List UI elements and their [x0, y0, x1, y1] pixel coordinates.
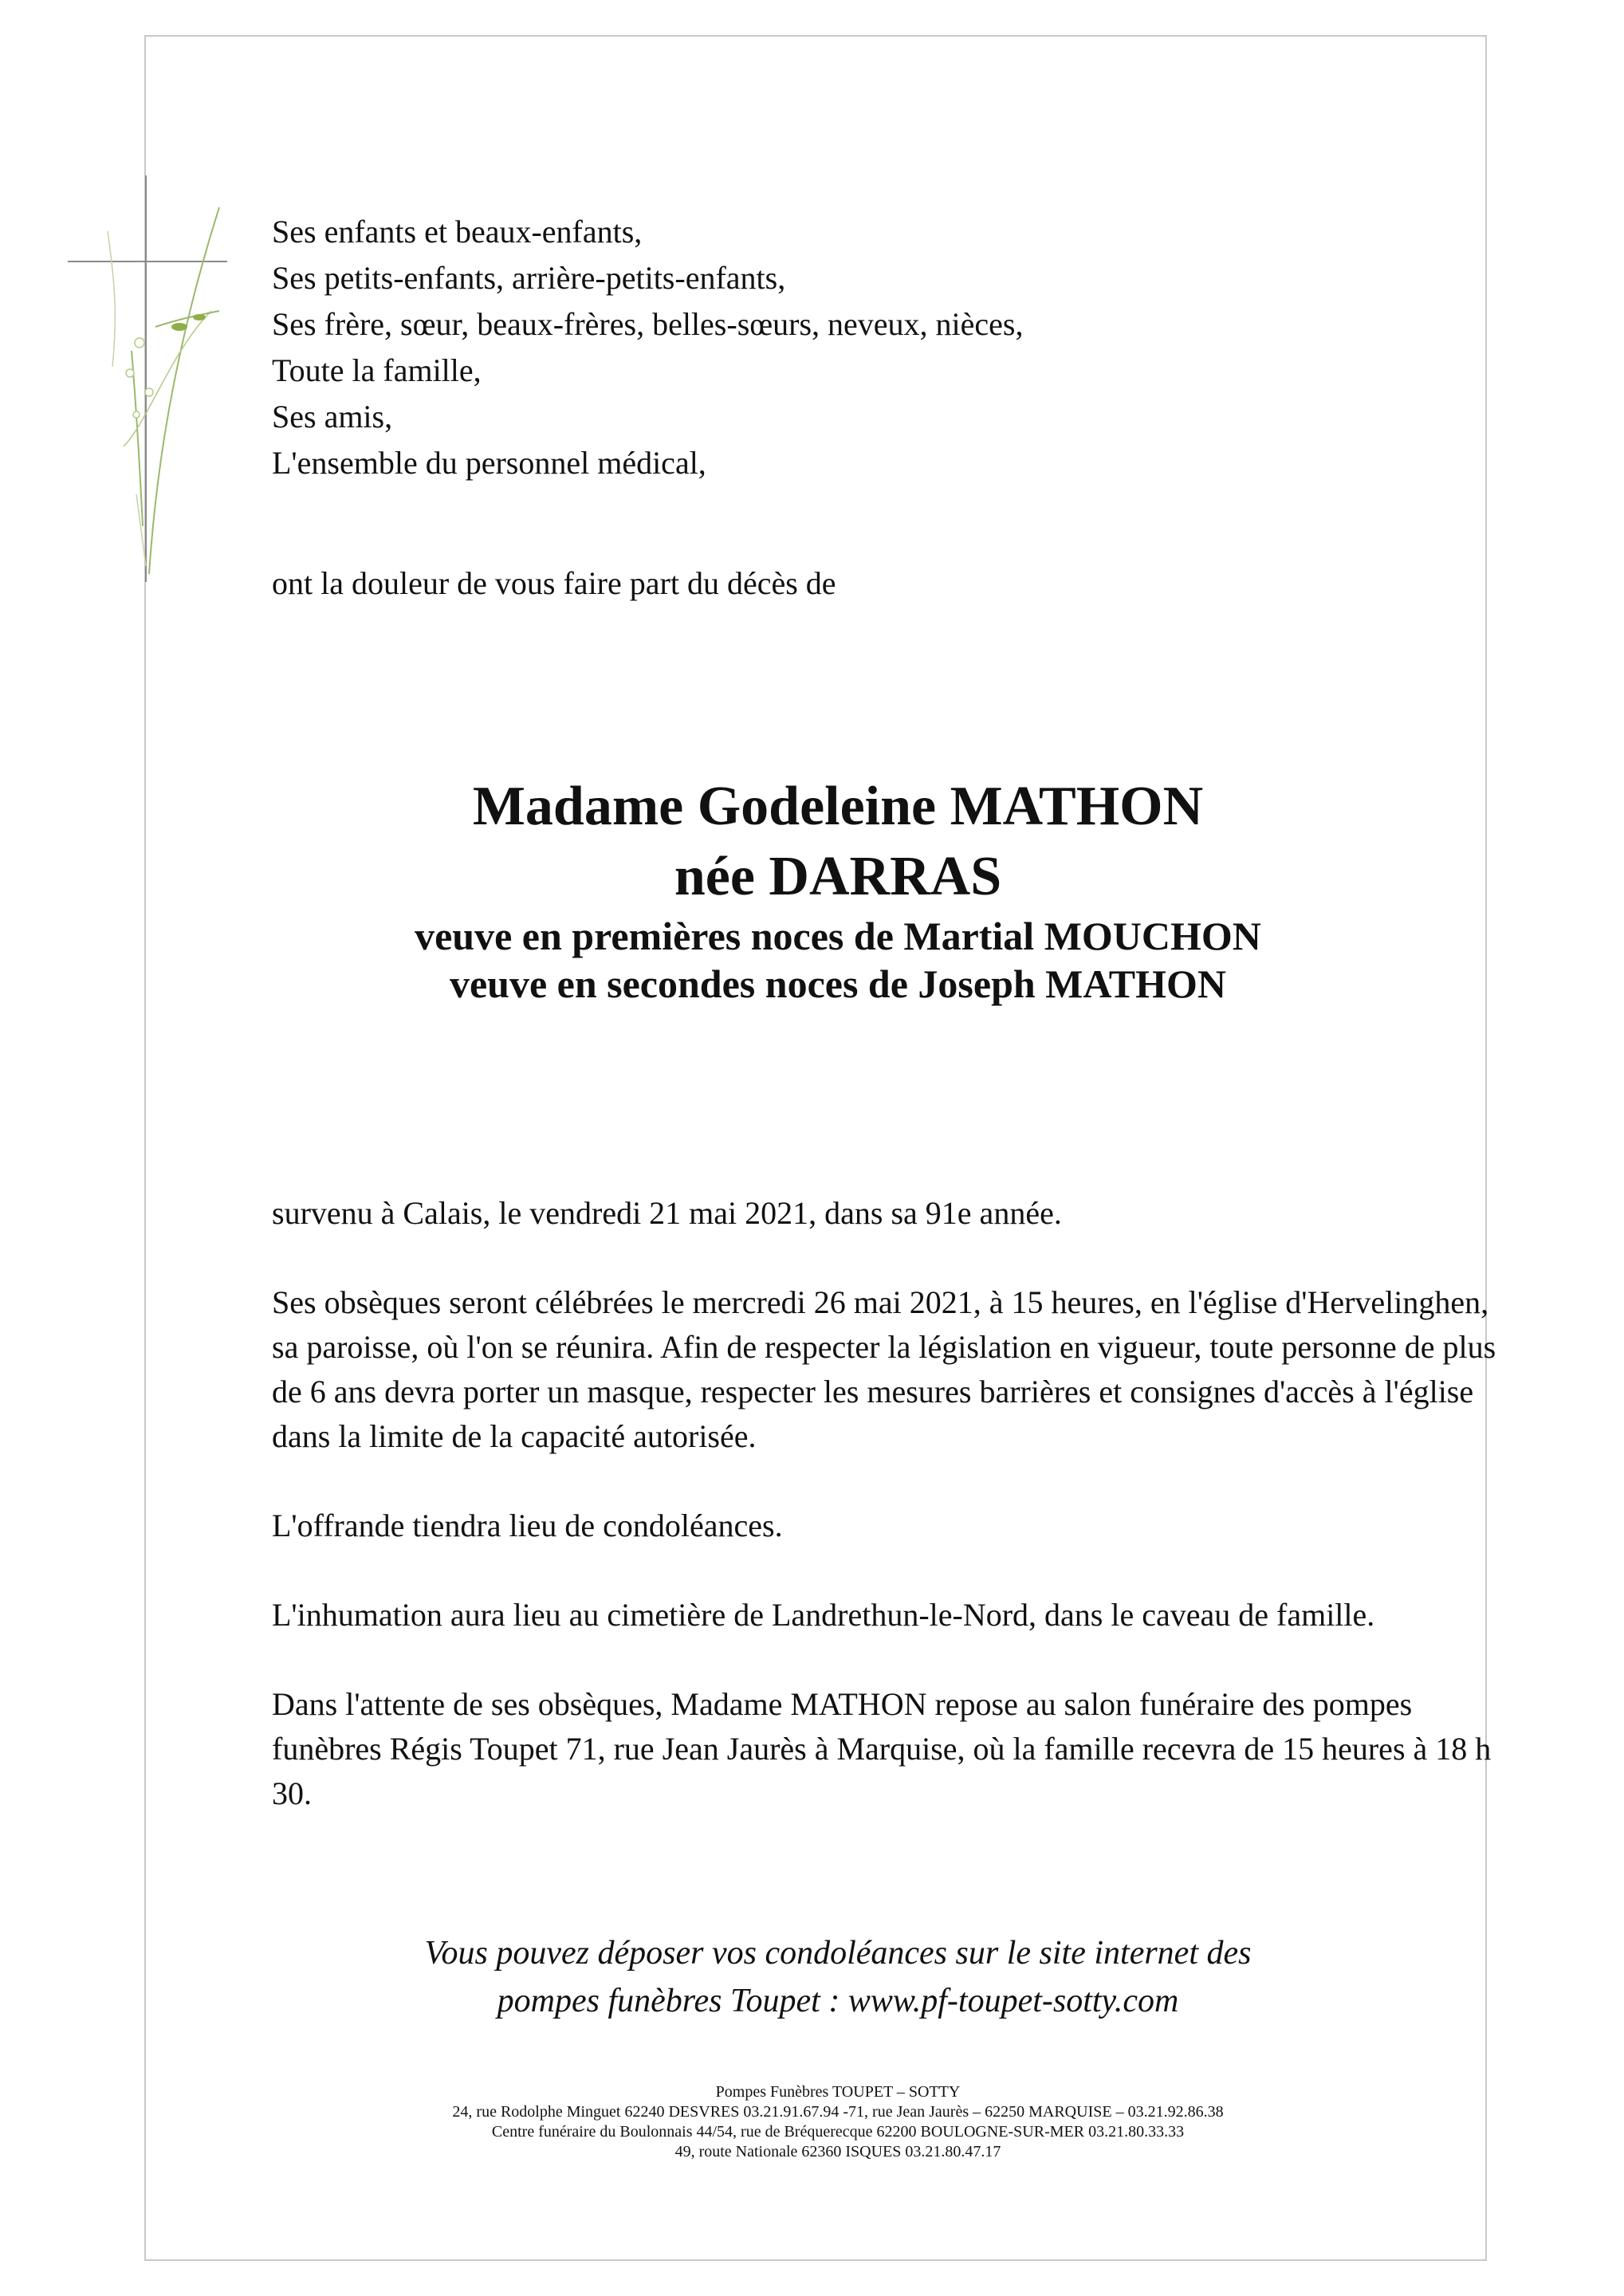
deceased-block	[272, 772, 1404, 1008]
family-line: Ses petits-enfants, arrière-petits-enfants,	[272, 260, 786, 296]
family-line: L'ensemble du personnel médical,	[272, 445, 706, 481]
notice-body	[272, 1191, 1516, 1816]
family-line: Ses frère, sœur, beaux-frères, belles-sœurs, neveux, nièces,	[272, 306, 1024, 342]
online-line-1: Vous pouvez déposer vos condoléances sur le site internet des	[424, 1935, 1252, 1972]
footer-address: Centre funéraire du Boulonnais 44/54, rue de Bréquerecque 62200 BOULOGNE-SUR-MER 03.21.80.33.33	[491, 2123, 1185, 2141]
deceased-name: Madame Godeleine MATHON	[472, 776, 1204, 837]
family-list	[272, 209, 1023, 486]
online-line-2: pompes funèbres Toupet : www.pf-toupet-sotty.com	[497, 1983, 1179, 2019]
footer-company: Pompes Funèbres TOUPET – SOTTY	[715, 2083, 961, 2101]
family-line: Toute la famille,	[272, 352, 482, 388]
footer-address: 24, rue Rodolphe Minguet 62240 DESVRES 03.21.91.67.94 -71, rue Jean Jaurès – 62250 MARQUISE – 03.21.92.86.38	[452, 2103, 1224, 2121]
funeral-home-footer	[272, 2082, 1404, 2162]
first-widowhood: veuve en premières noces de Martial MOUCHON	[415, 914, 1261, 958]
repose-details: Dans l'attente de ses obsèques, Madame MATHON repose au salon funéraire des pompes funèbres Régis Toupet 71, rue Jean Jaurès à Marquise, où la famille recevra de 15 heures à 18 h 30.	[272, 1686, 1492, 1811]
family-line: Ses enfants et beaux-enfants,	[272, 214, 643, 250]
second-widowhood: veuve en secondes noces de Joseph MATHON	[449, 961, 1227, 1006]
offering-note: L'offrande tiendra lieu de condoléances.	[272, 1508, 783, 1543]
death-details: survenu à Calais, le vendredi 21 mai 2021, dans sa 91e année.	[272, 1195, 1062, 1231]
footer-address: 49, route Nationale 62360 ISQUES 03.21.80.47.17	[674, 2143, 1001, 2160]
funeral-details: Ses obsèques seront célébrées le mercredi 26 mai 2021, à 15 heures, en l'église d'Hervelinghen, sa paroisse, où l'on se réunira. Afin de respecter la législation en vigueur, toute personne de plus de 6 ans devra porter un masque, respecter les mesures barrières et consignes d'accès à l'église dans la limite de la capacité autorisée.	[272, 1284, 1496, 1454]
online-condolences	[272, 1929, 1404, 2025]
announcement: ont la douleur de vous faire part du décès de	[272, 565, 836, 601]
burial-details: L'inhumation aura lieu au cimetière de Landrethun-le-Nord, dans le caveau de famille.	[272, 1597, 1375, 1633]
family-line: Ses amis,	[272, 399, 393, 434]
cross-with-lily-icon	[60, 159, 235, 606]
deceased-maiden-name: née DARRAS	[674, 846, 1002, 907]
